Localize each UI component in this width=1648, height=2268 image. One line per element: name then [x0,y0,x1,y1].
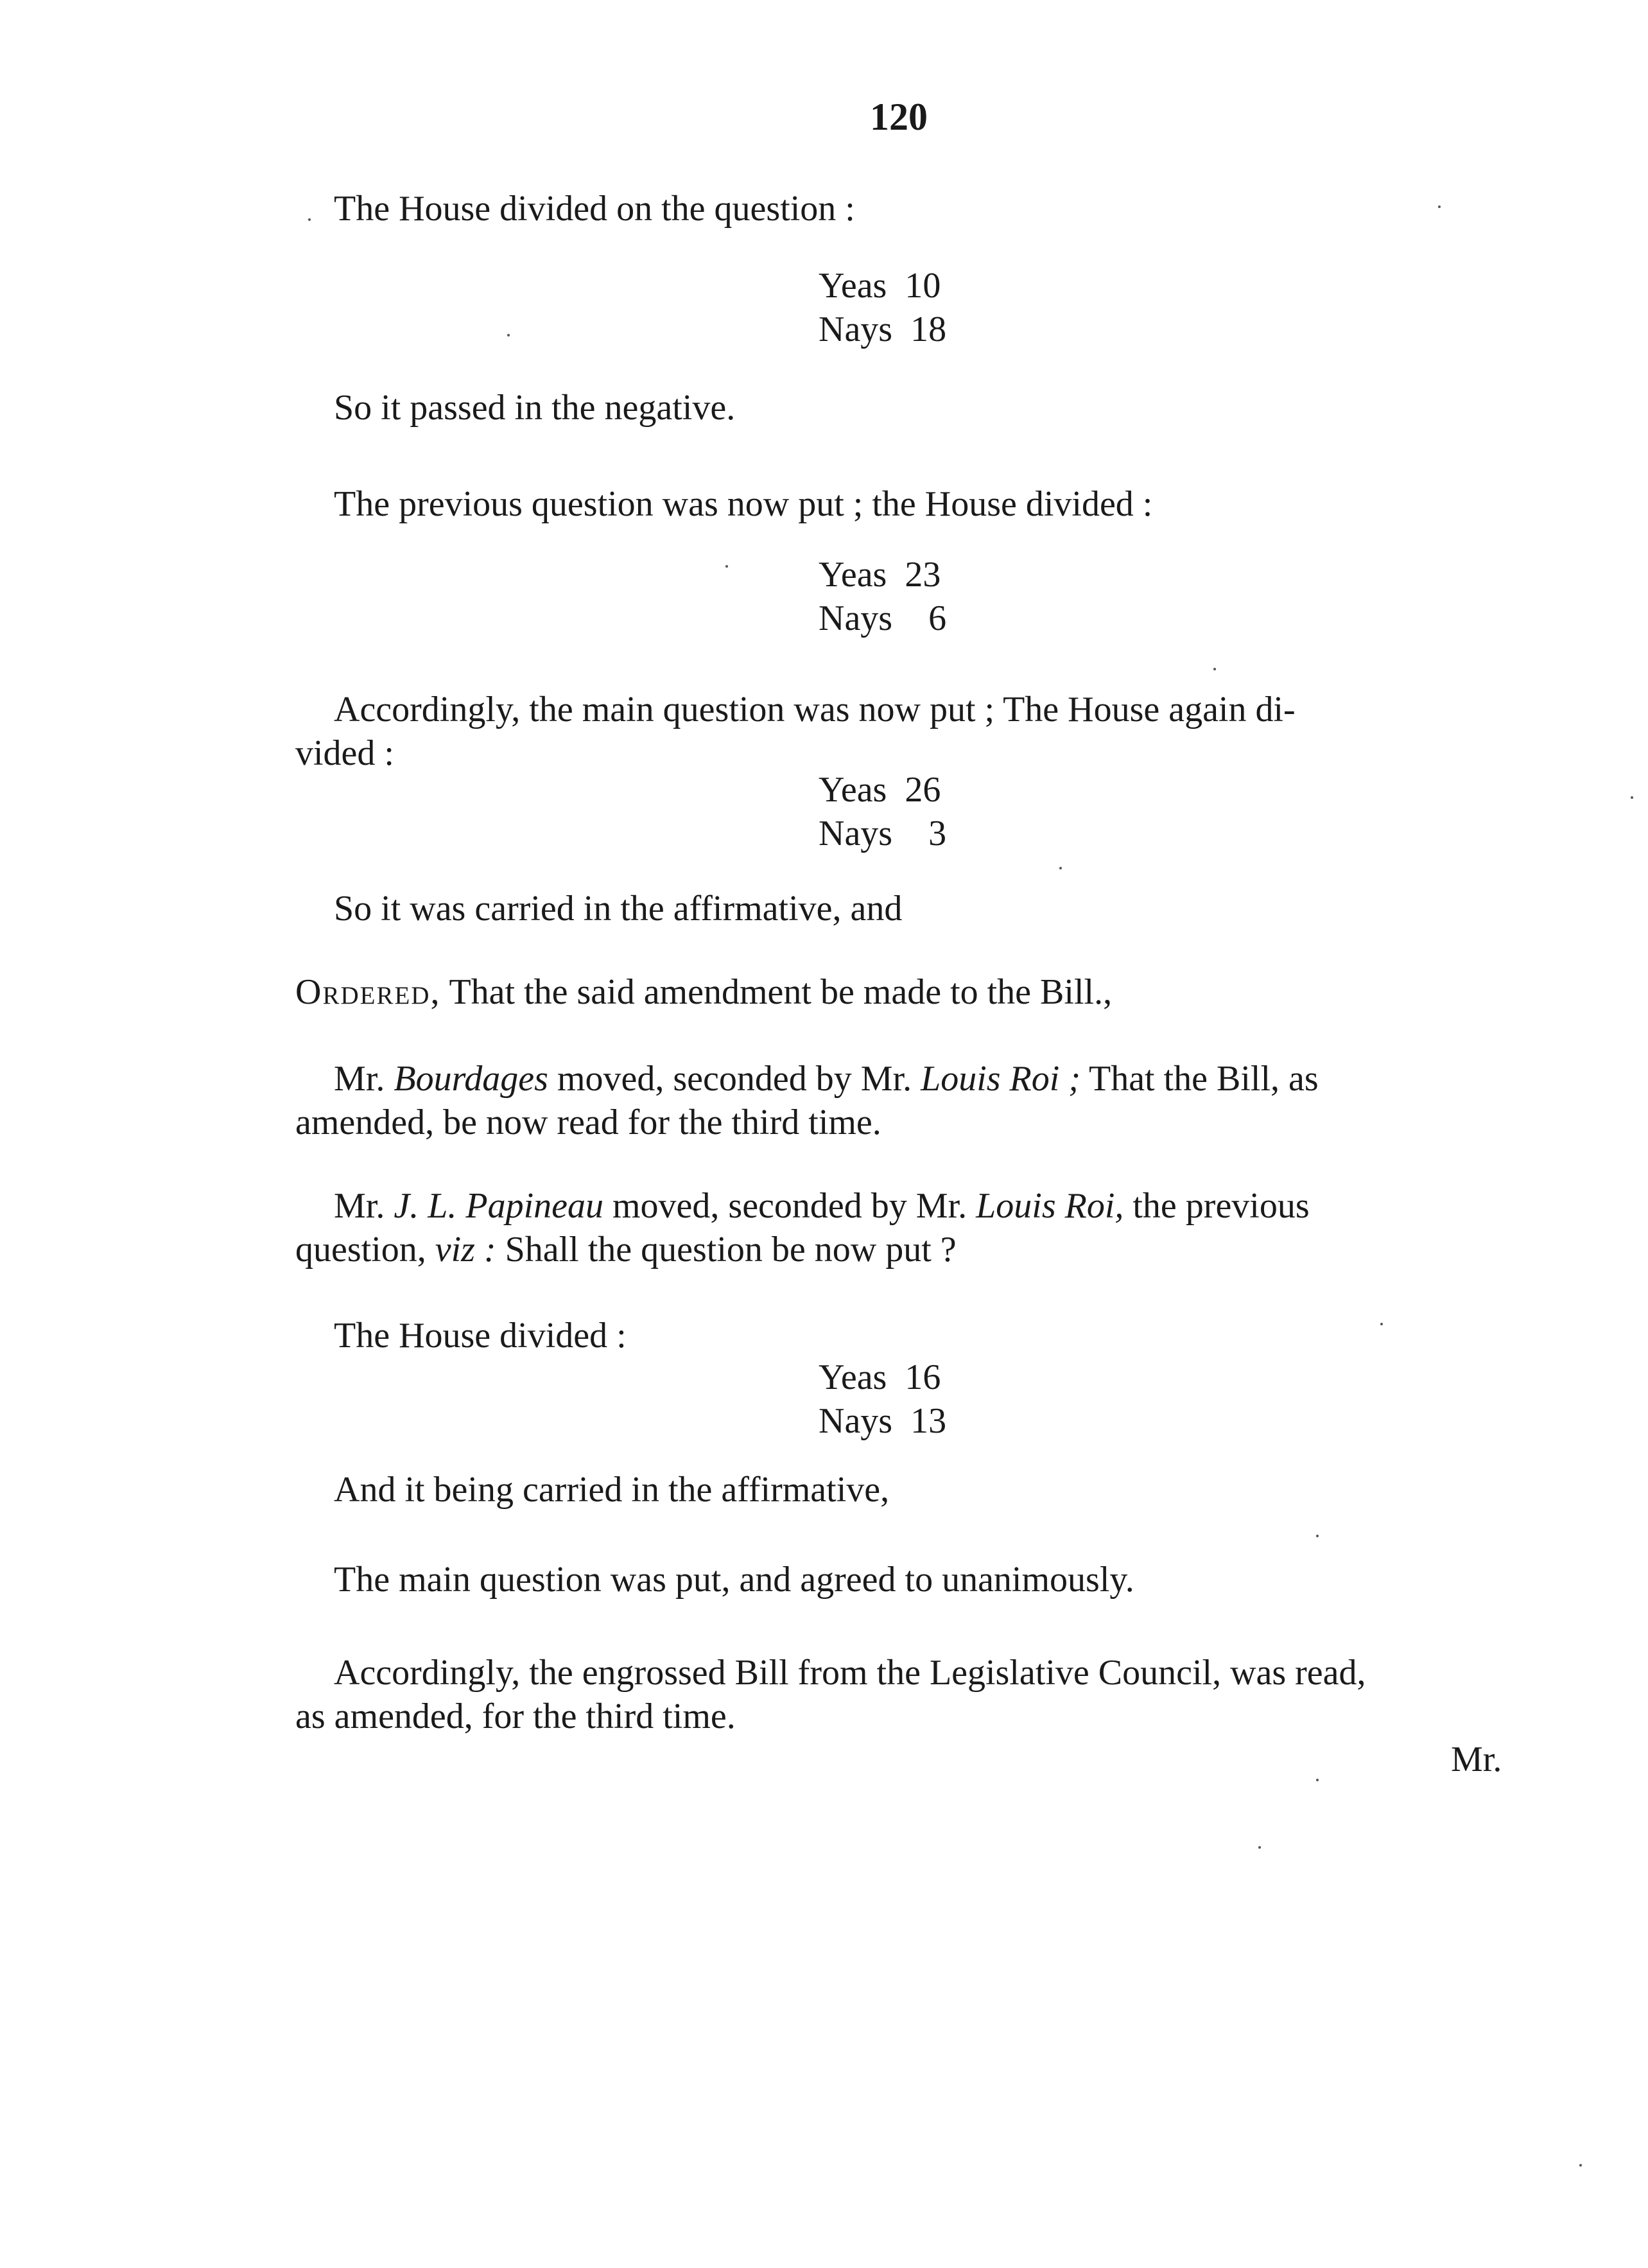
scan-speck [1316,1535,1319,1537]
nays-count: 18 [910,310,947,349]
paragraph-engrossed-line2: as amended, for the third time. [295,1697,736,1736]
vote-tally-1-nays [819,307,946,352]
paragraph-affirmative: So it was carried in the affirmative, and [334,889,903,929]
scan-speck [308,218,311,221]
text-moved-seconded: moved, seconded by Mr. [612,1186,967,1226]
nays-label: Nays [819,1401,893,1441]
vote-tally-4 [819,1355,941,1400]
paragraph-main-question-line1: Accordingly, the main question was now put ; The House again di- [334,690,1296,729]
scan-speck [1380,1323,1383,1325]
ordered-label: Ordered, [295,972,441,1012]
scan-speck [725,565,728,568]
paragraph-bourdages-line2: amended, be now read for the third time. [295,1103,881,1142]
yeas-label: Yeas [819,266,887,306]
scan-speck [1579,2164,1582,2167]
scan-speck [1059,867,1062,869]
nays-label: Nays [819,598,893,638]
paragraph-house-divided-2: The House divided : [334,1316,627,1356]
yeas-count: 23 [905,555,941,595]
vote-tally-2 [819,552,941,597]
paragraph-papineau-line1 [334,1183,1310,1228]
vote-tally-2-nays [819,596,946,641]
scan-speck [1631,796,1633,799]
paragraph-being-carried: And it being carried in the affirmative, [334,1470,890,1510]
paragraph-ordered [295,970,1112,1015]
vote-tally-4-nays [819,1399,946,1444]
nays-label: Nays [819,310,893,349]
catchword: Mr. [1451,1740,1502,1779]
scan-speck [507,334,510,336]
paragraph-engrossed-line1: Accordingly, the engrossed Bill from the Legislative Council, was read, [334,1653,1366,1693]
name-louis-roi: Louis Roi ; [921,1059,1080,1099]
vote-tally-3-nays [819,811,946,856]
nays-count: 6 [928,598,947,638]
scan-speck [1438,205,1441,208]
page-number: 120 [870,96,928,138]
vote-tally-1 [819,263,941,308]
scan-speck [1213,668,1216,670]
vote-tally-3 [819,767,941,812]
text-mr: Mr. [334,1059,385,1099]
text-the-previous: the previous [1132,1186,1310,1226]
text-shall-question: Shall the question be now put ? [505,1230,957,1269]
paragraph-house-divided-1: The House divided on the question : [334,189,855,229]
paragraph-bourdages-line1 [334,1056,1319,1101]
yeas-label: Yeas [819,770,887,810]
yeas-count: 26 [905,770,941,810]
paragraph-previous-question: The previous question was now put ; the House divided : [334,484,1153,524]
paragraph-main-question-line2: vided : [295,733,394,773]
paragraph-unanimously: The main question was put, and agreed to unanimously. [334,1560,1134,1600]
nays-label: Nays [819,814,893,853]
yeas-count: 10 [905,266,941,306]
scan-speck [1258,1846,1261,1849]
yeas-label: Yeas [819,555,887,595]
nays-count: 3 [928,814,947,853]
ordered-text: That the said amendment be made to the Bill., [449,972,1113,1012]
scan-speck [1316,1779,1319,1781]
name-bourdages: Bourdages [394,1059,548,1099]
yeas-count: 16 [905,1357,941,1397]
paragraph-negative: So it passed in the negative. [334,388,736,428]
name-louis-roi: Louis Roi, [976,1186,1124,1226]
text-viz: viz : [435,1230,496,1269]
text-question: question, [295,1230,426,1269]
text-mr: Mr. [334,1186,385,1226]
name-papineau: J. L. Papineau [394,1186,603,1226]
text-moved-seconded: moved, seconded by Mr. [557,1059,912,1099]
paragraph-papineau-line2 [295,1227,957,1272]
text-that-the-bill: That the Bill, as [1088,1059,1319,1099]
yeas-label: Yeas [819,1357,887,1397]
nays-count: 13 [910,1401,947,1441]
